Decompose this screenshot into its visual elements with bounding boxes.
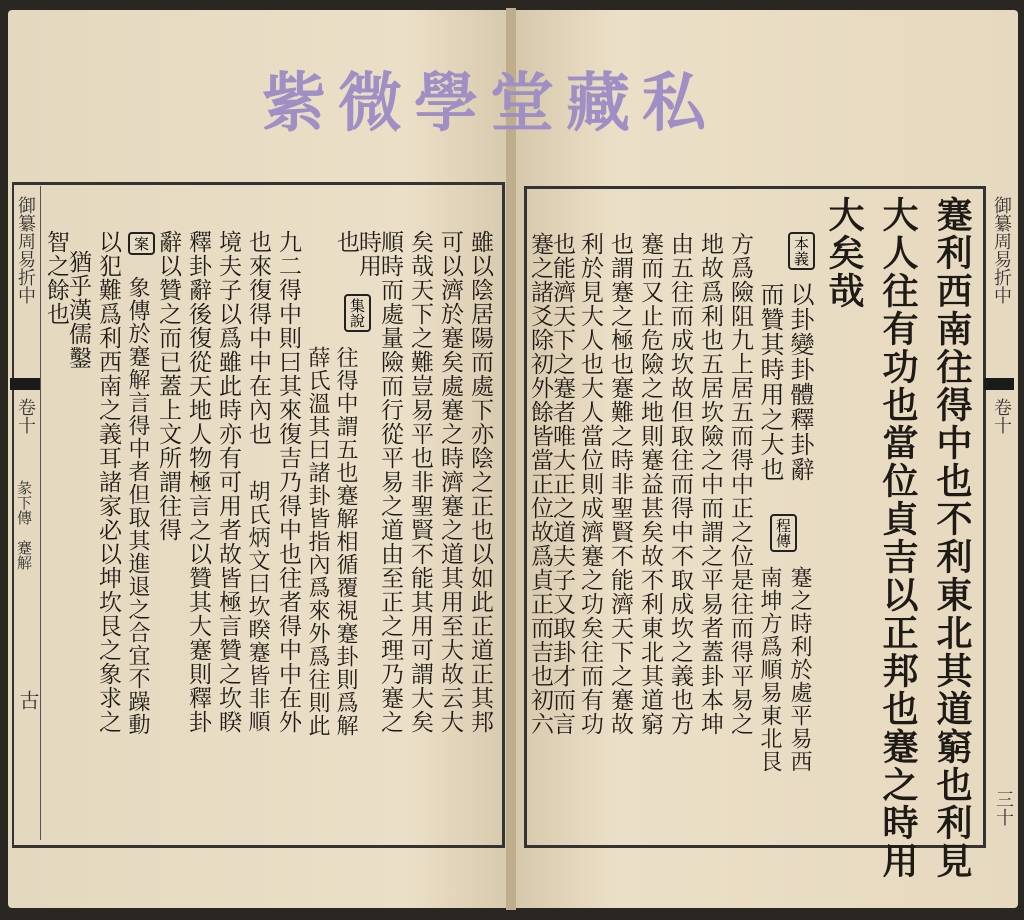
commentary-column-8: 利於見大人也大人當位則成濟蹇之功矣往而有功: [577, 232, 603, 736]
jishuo-text: 往得中謂五也蹇解相循覆視蹇卦則爲解: [333, 346, 358, 737]
left-edge-title: 御纂周易折中: [15, 196, 36, 304]
left-column-13: 以犯難爲利西南之義耳諸家必以坤坎艮之象求之: [95, 230, 121, 734]
hu-text: 胡氏炳文曰坎睽蹇皆非順: [245, 480, 270, 733]
left-column-2: 可以濟於蹇矣處蹇之時濟蹇之道其用至大故云大: [437, 230, 463, 734]
an-badge: 案: [128, 232, 155, 255]
left-edge-volume: 卷十: [15, 398, 36, 434]
an-text: 象傳於蹇解言得中者但取其進退之合宜不躁動: [125, 276, 150, 736]
stamp-text: 私藏堂學微紫: [262, 66, 718, 141]
commentary-column-10: 蹇之諸爻除初外餘皆當正位故爲貞正而吉也初六: [527, 232, 553, 736]
commentary-column-2: 而贊其時用之大也: [756, 282, 784, 482]
left-column-7: 九二得中則曰其來復吉乃得中也往者得中中在外: [275, 230, 301, 734]
left-column-1: 雖以陰居陽而處下亦陰之正也以如此正道正其邦: [467, 230, 493, 734]
left-column-14: 猶乎漢儒鑿: [65, 250, 91, 370]
left-edge-page: 古: [16, 690, 40, 710]
commentary-column-9: 也能濟天下之蹇者唯大正之道夫子又取卦才而言: [549, 232, 575, 736]
right-fishtail-mark: [984, 378, 1014, 390]
main-text-column-1: 蹇利西南往得中也不利東北其道窮也利見: [931, 196, 973, 880]
main-text-column-3: 大矣哉: [823, 196, 865, 310]
chengzhuan-badge: 程傳: [770, 514, 797, 552]
ownership-stamp: [262, 52, 772, 142]
left-edge-section: 彖下傳 蹇解: [15, 480, 33, 570]
left-column-5: 時用: [355, 230, 381, 278]
commentary-column-6: 蹇而又止危險之地則蹇益甚矣故不利東北其道窮: [637, 232, 663, 736]
chengzhuan-column-1: 蹇之時利於處平易西: [787, 566, 812, 773]
commentary-column-7: 也謂蹇之極也蹇難之時非聖賢不能濟天下之蹇故: [607, 232, 633, 736]
commentary-column-3: 方爲險阻九上居五而得中正之位是往而得平易之: [727, 232, 753, 736]
xue-text: 薛氏溫其曰諸卦皆指內爲來外爲往則此: [305, 346, 330, 737]
left-fishtail-mark: [10, 378, 40, 390]
left-margin-rule: [40, 186, 41, 840]
chengzhuan-column-2: 南坤方爲順易東北艮: [757, 566, 782, 773]
left-column-15: 智之餘也: [43, 230, 69, 326]
left-column-4: 順時而處量險而行從平易之道由至正之理乃蹇之: [377, 230, 403, 734]
left-column-9: 境夫子以爲雖此時亦有可用者故皆極言贊之坎睽: [215, 230, 241, 734]
benyi-badge: 本義: [788, 232, 815, 270]
left-column-10: 釋卦辭後復從天地人物極言之以贊其大蹇則釋卦: [185, 230, 211, 734]
commentary-column-5: 由五往而成坎故但取往而得中不取成坎之義也方: [667, 232, 693, 736]
left-column-11: 辭以贊之而已蓋上文所謂往得: [155, 230, 181, 542]
left-column-6: 也: [333, 230, 359, 254]
right-edge-page: 三十: [993, 790, 1014, 826]
commentary-column-1: 以卦變卦體釋卦辭: [786, 282, 814, 482]
main-text-column-2: 大人往有功也當位貞吉以正邦也蹇之時用: [877, 196, 919, 880]
right-edge-title: 御纂周易折中: [991, 196, 1012, 304]
right-edge-volume: 卷十: [991, 398, 1012, 434]
left-column-8: 也來復得中中在內也: [245, 230, 271, 446]
left-column-3: 矣哉天下之難豈易平也非聖賢不能其用可謂大矣: [407, 230, 433, 734]
commentary-column-4: 地故爲利也五居坎險之中而謂之平易者蓋卦本坤: [697, 232, 723, 736]
jishuo-badge: 集說: [344, 294, 371, 332]
